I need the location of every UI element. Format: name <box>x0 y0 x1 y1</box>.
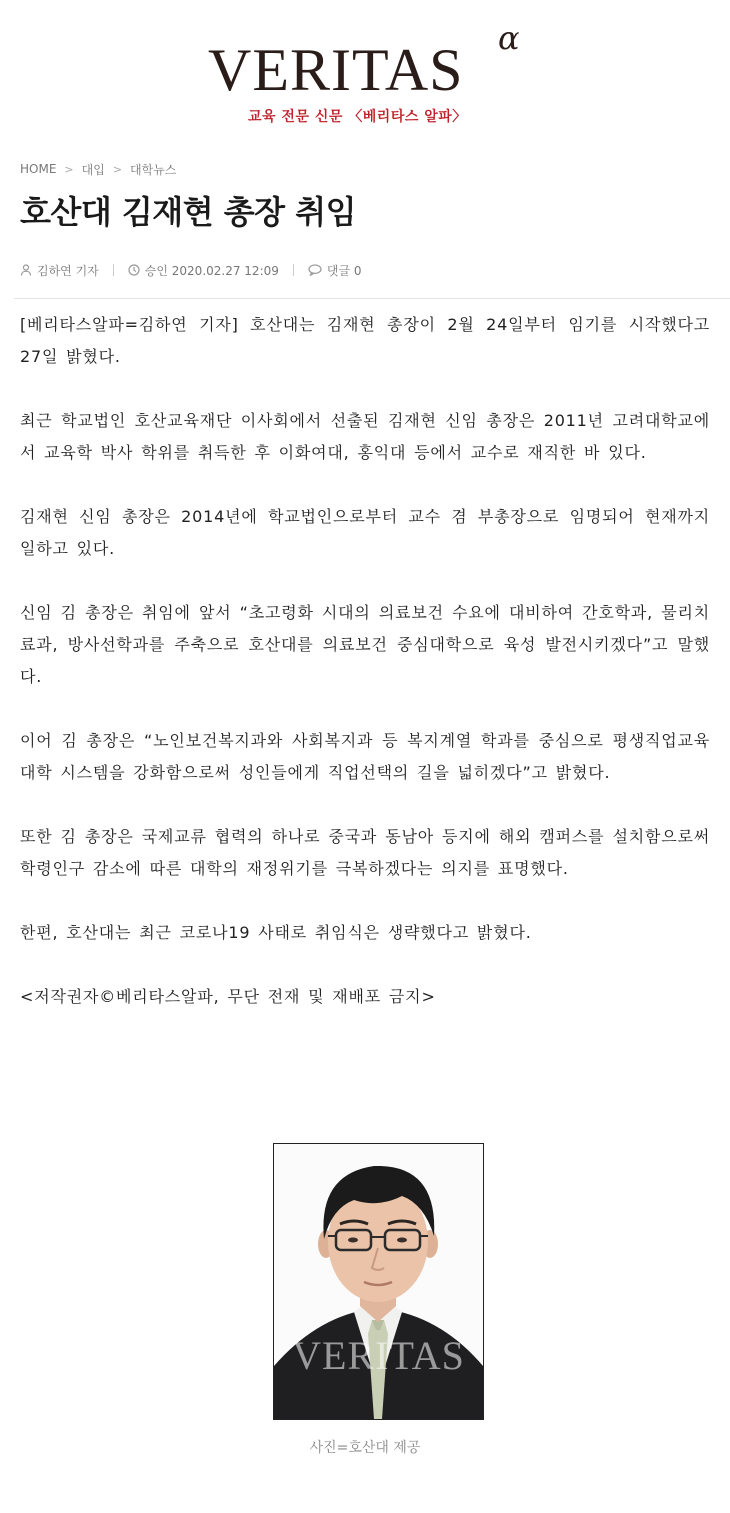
article-paragraph: [베리타스알파=김하연 기자] 호산대는 김재현 총장이 2월 24일부터 임기를 시작했다고 27일 밝혔다. <box>20 315 710 366</box>
author-name[interactable]: 김하연 기자 <box>37 263 99 278</box>
breadcrumb-admissions[interactable]: 대입 <box>81 162 105 177</box>
person-icon <box>20 264 32 276</box>
article-paragraph: 최근 학교법인 호산교육재단 이사회에서 선출된 김재현 신임 총장은 2011년 고려대학교에서 교육학 박사 학위를 취득한 후 이화여대, 홍익대 등에서 교수로 재직한 바 있다. <box>20 411 710 462</box>
breadcrumb-home[interactable]: HOME <box>20 162 57 176</box>
logo-alpha-mark: α <box>498 19 520 57</box>
chevron-right-icon: > <box>112 162 123 176</box>
article-paragraph: 신임 김 총장은 취임에 앞서 “초고령화 시대의 의료보건 수요에 대비하여 간호학과, 물리치료과, 방사선학과를 주축으로 호산대를 의료보건 중심대학으로 육성 발전시키겠다”고 말했다. <box>20 603 710 686</box>
article-meta <box>20 260 362 280</box>
article-paragraph: 김재현 신임 총장은 2014년에 학교법인으로부터 교수 겸 부총장으로 임명되어 현재까지 일하고 있다. <box>20 507 710 558</box>
speech-bubble-icon <box>308 264 322 276</box>
masthead <box>0 0 730 140</box>
approval-info <box>128 262 279 279</box>
article-photo <box>273 1143 484 1420</box>
clock-icon <box>128 264 140 276</box>
copyright-notice: <저작권자©베리타스알파, 무단 전재 및 재배포 금지> <box>20 987 436 1006</box>
article-paragraph: 한편, 호산대는 최근 코로나19 사태로 취임식은 생략했다고 밝혔다. <box>20 923 532 942</box>
header-divider <box>14 298 730 299</box>
photo-caption: 사진=호산대 제공 <box>309 1440 421 1456</box>
comment-count[interactable]: 댓글 0 <box>326 263 362 278</box>
approval-datetime: 승인 2020.02.27 12:09 <box>144 263 279 278</box>
article-paragraph: 이어 김 총장은 “노인보건복지과와 사회복지과 등 복지계열 학과를 중심으로 평생직업교육대학 시스템을 강화함으로써 성인들에게 직업선택의 길을 넓히겠다”고 밝혔다. <box>20 731 710 782</box>
breadcrumb-university-news[interactable]: 대학뉴스 <box>130 162 177 177</box>
photo-watermark: VERITAS <box>292 1333 465 1378</box>
site-logo[interactable]: VERITAS <box>208 37 464 103</box>
breadcrumb <box>20 160 176 178</box>
article-paragraph: 또한 김 총장은 국제교류 협력의 하나로 중국과 동남아 등지에 해외 캠퍼스를 설치함으로써 학령인구 감소에 따른 대학의 재정위기를 극복하겠다는 의지를 표명했다. <box>20 827 710 878</box>
comment-info[interactable] <box>308 262 362 279</box>
meta-divider <box>113 264 114 276</box>
article-body <box>20 309 710 1013</box>
chevron-right-icon: > <box>64 162 74 176</box>
article-title: 호산대 김재현 총장 취임 <box>20 193 357 231</box>
meta-divider <box>293 264 294 276</box>
site-tagline: 교육 전문 신문 〈베리타스 알파〉 <box>248 109 467 125</box>
author-info <box>20 262 99 279</box>
